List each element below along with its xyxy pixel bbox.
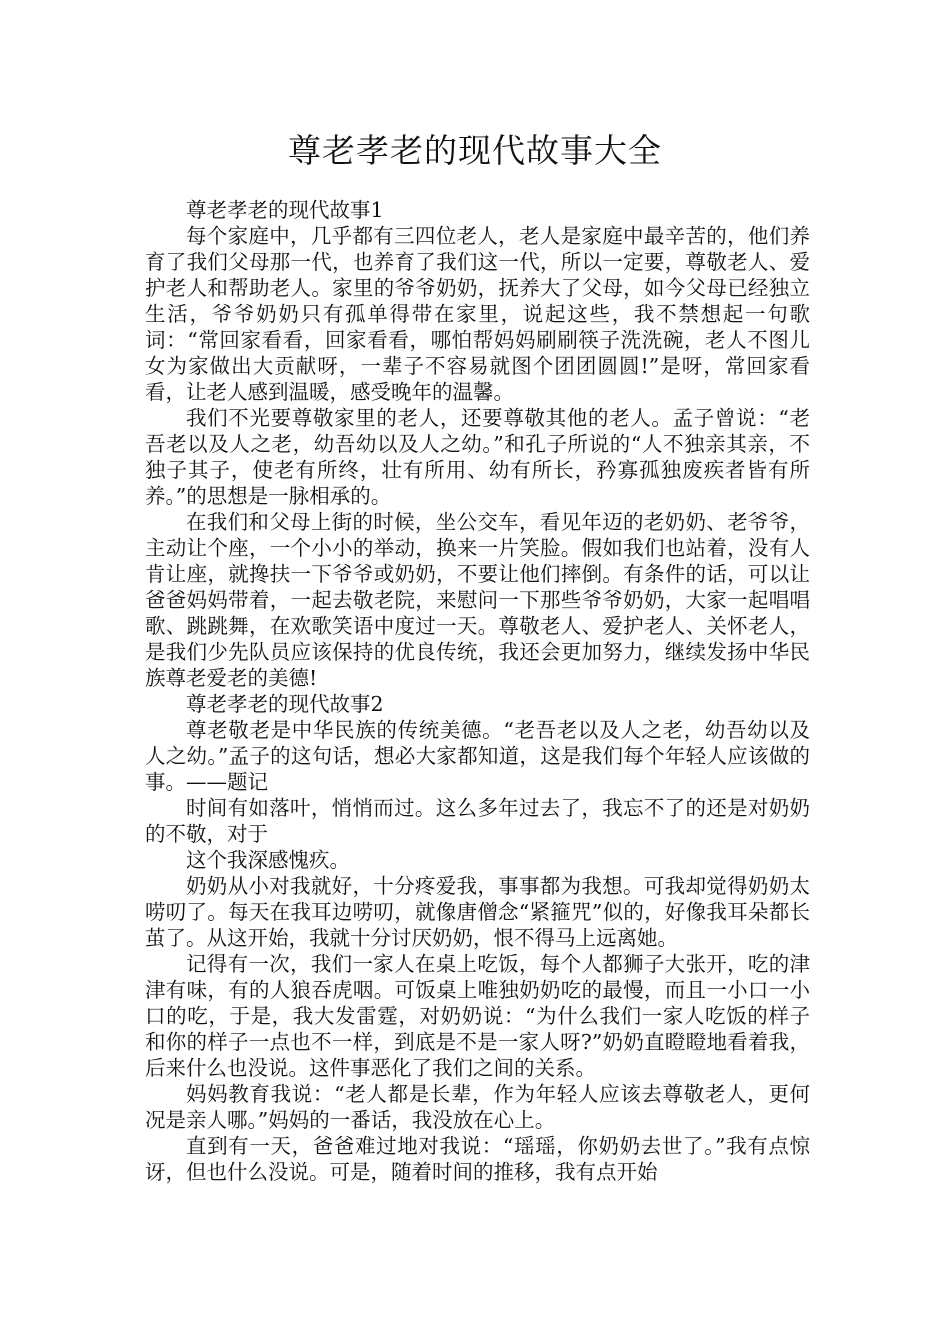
paragraph: 我们不光要尊敬家里的老人，还要尊敬其他的老人。孟子曾说：“老吾老以及人之老，幼吾幼以及人之幼。”和孔子所说的“人不独亲其亲，不独子其子，使老有所终，壮有所用、幼有所长，矜寡孤独废疾者皆有所养。”的思想是一脉相承的。 [145,406,810,508]
paragraph: 每个家庭中，几乎都有三四位老人，老人是家庭中最辛苦的，他们养育了我们父母那一代，也养育了我们这一代，所以一定要，尊敬老人、爱护老人和帮助老人。家里的爷爷奶奶，抚养大了父母，如今父母已经独立生活，爷爷奶奶只有孤单得带在家里，说起这些，我不禁想起一句歌词：“常回家看看，回家看看，哪怕帮妈妈刷刷筷子洗洗碗，老人不图儿女为家做出大贡献呀，一辈子不容易就图个团团圆圆!”是呀，常回家看看，让老人感到温暖，感受晚年的温馨。 [145,224,810,404]
paragraph: 尊老敬老是中华民族的传统美德。“老吾老以及人之老，幼吾幼以及人之幼。”孟子的这句话，想必大家都知道，这是我们每个年轻人应该做的事。——题记 [145,718,810,794]
paragraph: 奶奶从小对我就好，十分疼爱我，事事都为我想。可我却觉得奶奶太唠叨了。每天在我耳边唠叨，就像唐僧念“紧箍咒”似的，好像我耳朵都长茧了。从这开始，我就十分讨厌奶奶，恨不得马上远离她。 [145,874,810,950]
paragraph: 在我们和父母上街的时候，坐公交车，看见年迈的老奶奶、老爷爷，主动让个座，一个小小的举动，换来一片笑脸。假如我们也站着，没有人肯让座，就搀扶一下爷爷或奶奶，不要让他们摔倒。有条件的话，可以让爸爸妈妈带着，一起去敬老院，来慰问一下那些爷爷奶奶，大家一起唱唱歌、跳跳舞，在欢歌笑语中度过一天。尊敬老人、爱护老人、关怀老人，是我们少先队员应该保持的优良传统，我还会更加努力，继续发扬中华民族尊老爱老的美德! [145,510,810,690]
paragraph: 这个我深感愧疚。 [186,848,350,872]
section-heading-2: 尊老孝老的现代故事2 [186,692,384,716]
document-title: 尊老孝老的现代故事大全 [288,131,662,170]
document-body [145,197,810,1185]
paragraph: 记得有一次，我们一家人在桌上吃饭，每个人都狮子大张开，吃的津津有味，有的人狼吞虎咽。可饭桌上唯独奶奶吃的最慢，而且一小口一小口的吃，于是，我大发雷霆，对奶奶说：“为什么我们一家人吃饭的样子和你的样子一点也不一样，到底是不是一家人呀?”奶奶直瞪瞪地看着我，后来什么也没说。这件事恶化了我们之间的关系。 [145,952,810,1080]
section-heading-1: 尊老孝老的现代故事1 [186,198,384,222]
paragraph: 直到有一天，爸爸难过地对我说：“瑶瑶，你奶奶去世了。”我有点惊讶，但也什么没说。可是，随着时间的推移，我有点开始 [145,1134,810,1184]
paragraph: 时间有如落叶，悄悄而过。这么多年过去了，我忘不了的还是对奶奶的不敬，对于 [145,796,810,846]
paragraph: 妈妈教育我说：“老人都是长辈，作为年轻人应该去尊敬老人，更何况是亲人哪。”妈妈的一番话，我没放在心上。 [145,1082,810,1132]
